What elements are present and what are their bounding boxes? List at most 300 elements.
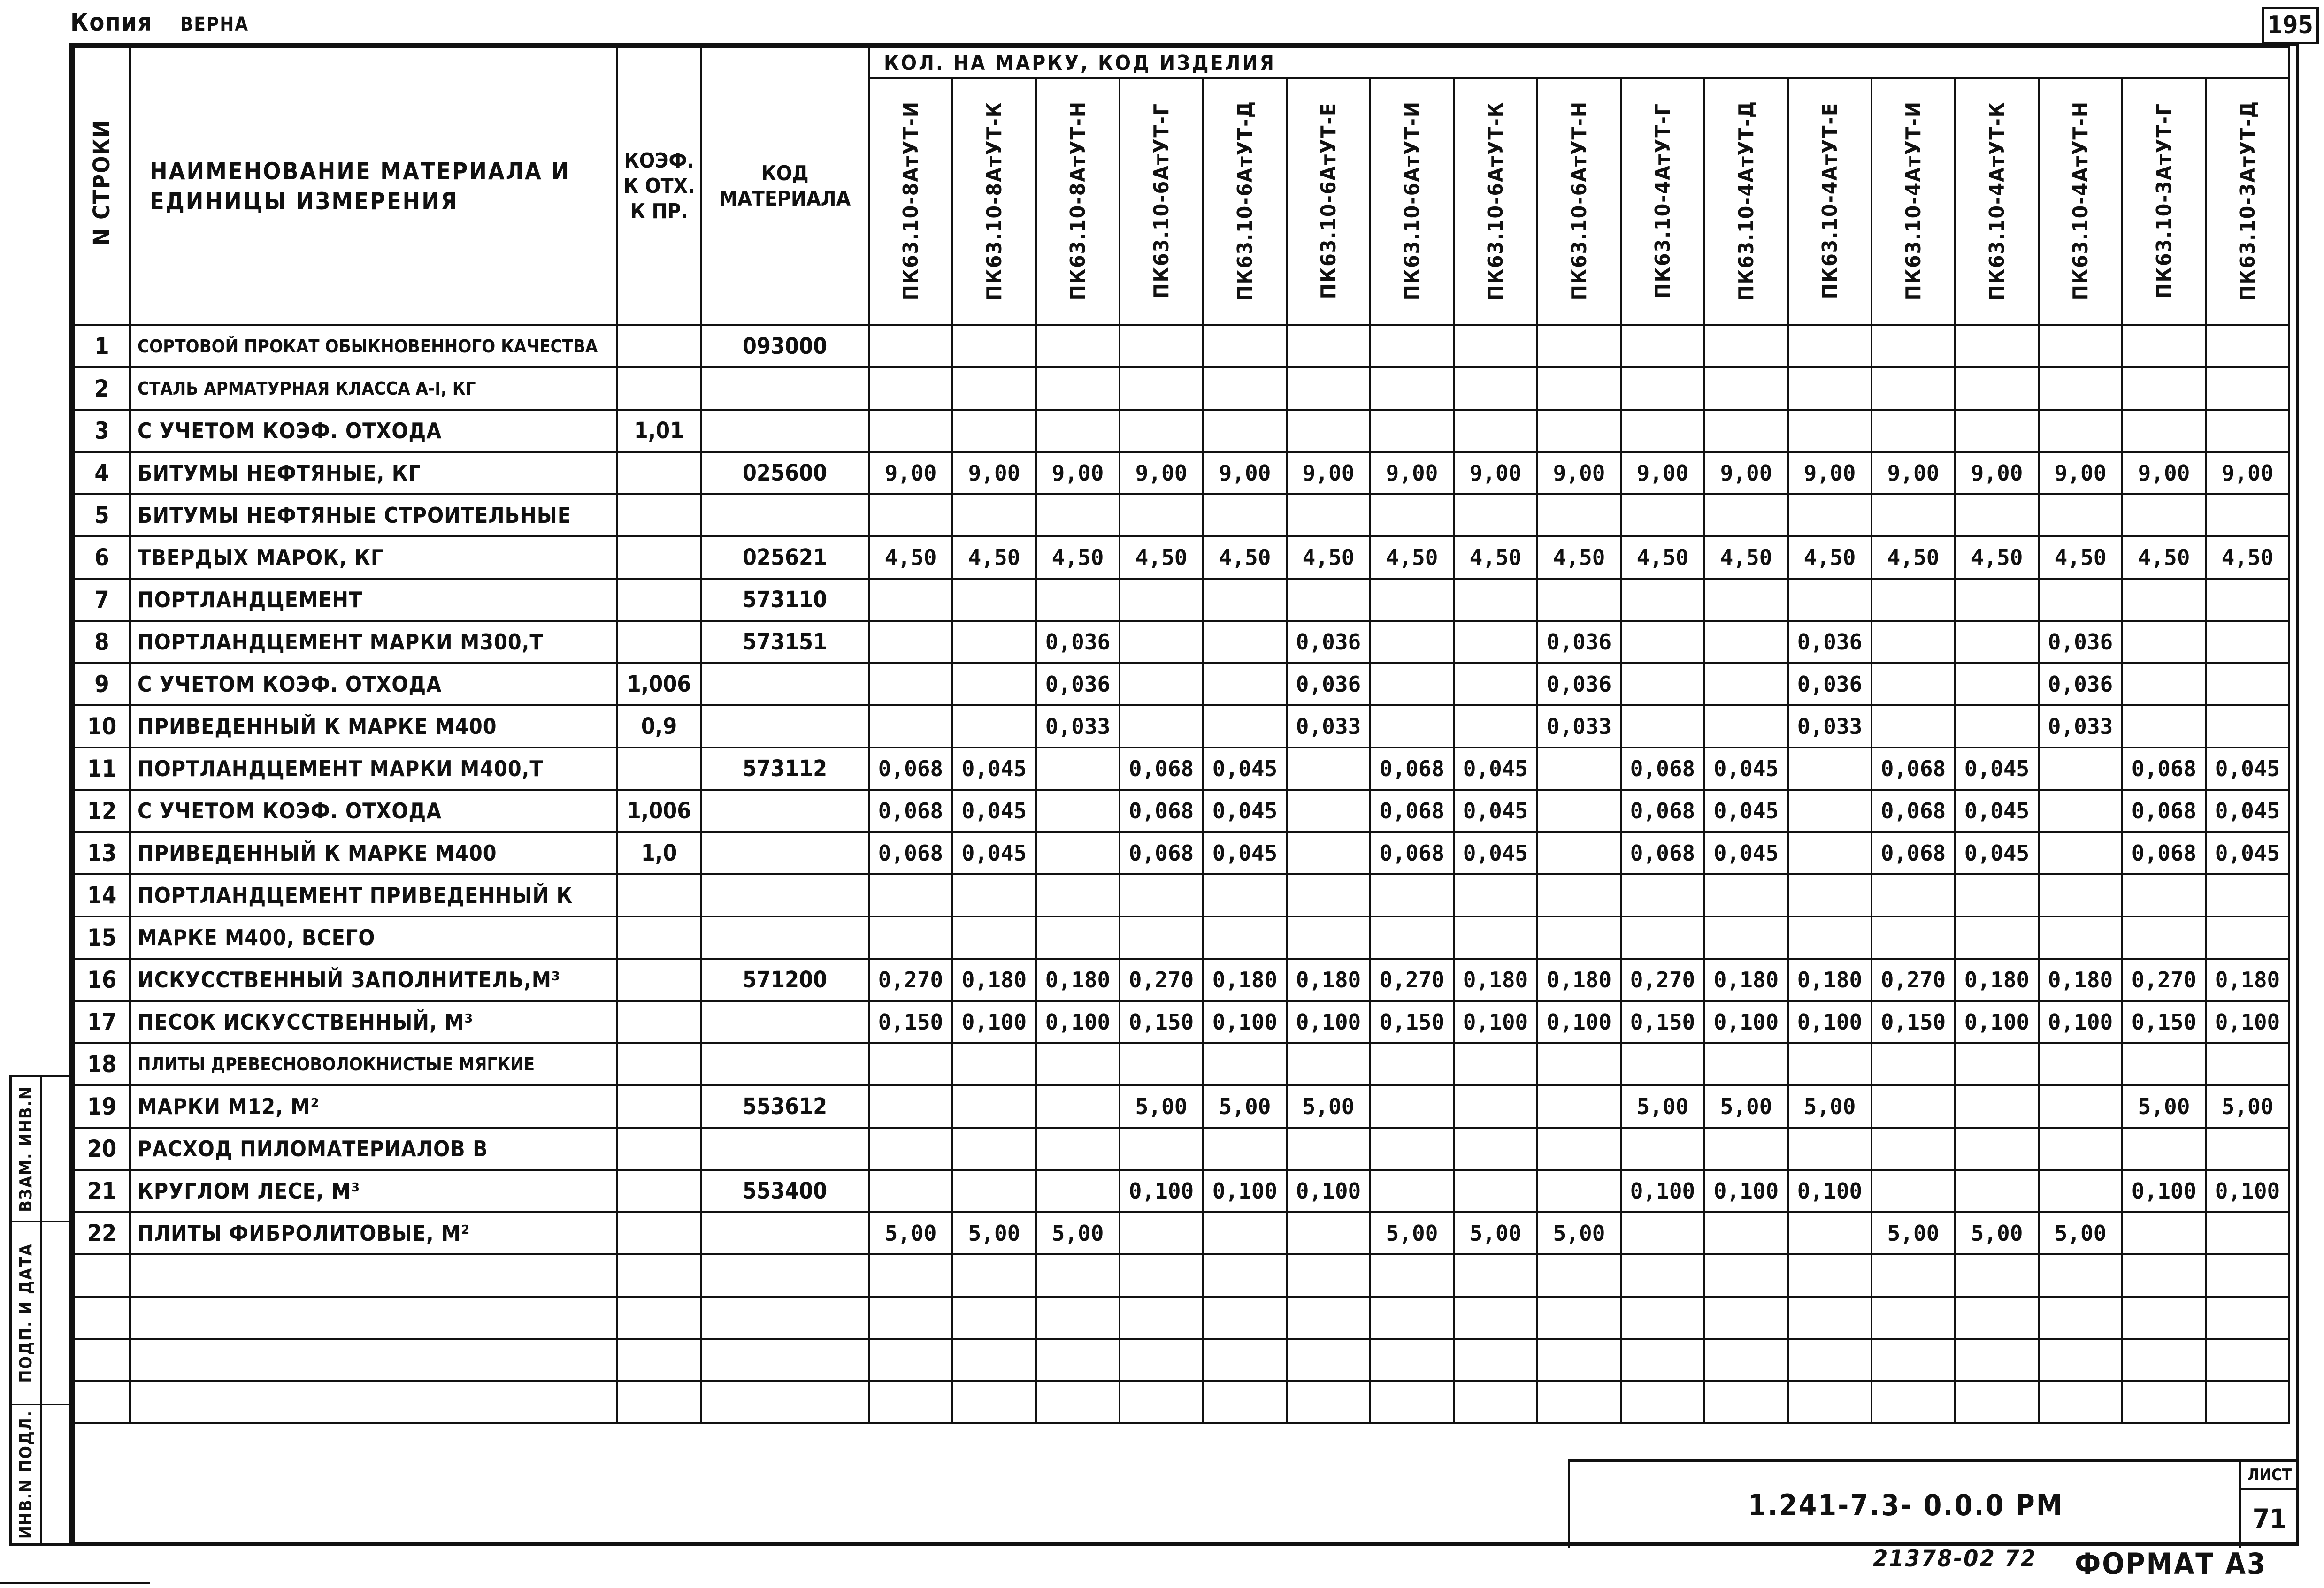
blank-cell: [1955, 1254, 2039, 1297]
quantity-cell: 0,100: [2122, 1170, 2206, 1212]
material-code-cell: 573110: [701, 579, 869, 621]
blank-row: [74, 1254, 2289, 1297]
quantity-cell: 0,100: [2039, 1001, 2122, 1043]
blank-cell: [1287, 1339, 1370, 1381]
quantity-cell: [1704, 663, 1788, 705]
blank-cell: [952, 1254, 1036, 1297]
quantity-cell: [1788, 579, 1871, 621]
quantity-cell: 0,033: [1537, 705, 1621, 748]
quantity-cell: [2039, 1128, 2122, 1170]
quantity-cell: [869, 916, 952, 959]
quantity-cell: 0,270: [1120, 959, 1203, 1001]
row-number-cell: 19: [74, 1085, 130, 1128]
material-code-cell: [701, 367, 869, 410]
sheet-number: 71: [2252, 1503, 2287, 1535]
material-code-header: КОД МАТЕРИАЛА: [701, 47, 869, 325]
quantity-cell: 0,270: [2122, 959, 2206, 1001]
quantity-cell: [869, 367, 952, 410]
material-name-cell: СОРТОВОЙ ПРОКАТ ОБЫКНОВЕННОГО КАЧЕСТВА: [130, 325, 617, 367]
product-code-header: [2039, 78, 2122, 325]
blank-cell: [1203, 1254, 1287, 1297]
quantity-cell: [1203, 663, 1287, 705]
row-number-cell: 4: [74, 452, 130, 494]
quantity-cell: 5,00: [869, 1212, 952, 1254]
quantity-cell: 0,100: [1036, 1001, 1120, 1043]
material-rows: [74, 325, 2289, 1423]
material-code-cell: [701, 410, 869, 452]
quantity-cell: 0,180: [2206, 959, 2289, 1001]
quantity-cell: [869, 705, 952, 748]
quantity-cell: 0,180: [952, 959, 1036, 1001]
table-row: [74, 494, 2289, 536]
material-name-cell: ПРИВЕДЕННЫЙ К МАРКЕ М400: [130, 832, 617, 874]
quantity-cell: [2122, 916, 2206, 959]
product-code-header: [1955, 78, 2039, 325]
quantity-cell: 0,100: [1203, 1170, 1287, 1212]
quantity-cell: [1537, 1128, 1621, 1170]
quantity-cell: 5,00: [952, 1212, 1036, 1254]
quantity-cell: [1370, 1085, 1454, 1128]
coefficient-cell: [617, 494, 701, 536]
product-code-header: [1704, 78, 1788, 325]
quantity-cell: 0,270: [1871, 959, 1955, 1001]
quantity-cell: [1036, 1128, 1120, 1170]
blank-cell: [701, 1254, 869, 1297]
material-code-cell: [701, 874, 869, 916]
quantity-cell: [1955, 705, 2039, 748]
quantity-cell: [1871, 1085, 1955, 1128]
coefficient-cell: [617, 916, 701, 959]
row-number-cell: 15: [74, 916, 130, 959]
table-row: [74, 1043, 2289, 1085]
quantity-cell: [2039, 832, 2122, 874]
quantity-cell: [1287, 1043, 1370, 1085]
quantity-cell: 0,100: [1203, 1001, 1287, 1043]
quantity-cell: [1788, 748, 1871, 790]
product-code-header: [1871, 78, 1955, 325]
quantity-cell: [1454, 367, 1537, 410]
material-code-cell: [701, 916, 869, 959]
blank-cell: [701, 1297, 869, 1339]
quantity-cell: 0,068: [1120, 748, 1203, 790]
quantity-cell: 0,100: [1788, 1001, 1871, 1043]
quantity-cell: 4,50: [1621, 536, 1704, 579]
sheet-number-box: [2239, 1459, 2298, 1548]
quantity-cell: 0,068: [1120, 832, 1203, 874]
quantity-cell: 0,180: [1537, 959, 1621, 1001]
quantity-cell: 0,100: [1287, 1001, 1370, 1043]
quantity-cell: [1287, 494, 1370, 536]
table-row: [74, 790, 2289, 832]
quantity-cell: [1955, 494, 2039, 536]
quantity-cell: [1871, 325, 1955, 367]
blank-cell: [952, 1381, 1036, 1423]
quantity-cell: [1621, 663, 1704, 705]
quantity-cell: [1704, 579, 1788, 621]
quantity-cell: 0,100: [1704, 1170, 1788, 1212]
quantity-cell: [1621, 1128, 1704, 1170]
quantity-cell: 0,270: [869, 959, 952, 1001]
product-code-header: [1788, 78, 1871, 325]
blank-cell: [2206, 1339, 2289, 1381]
quantity-cell: [1621, 705, 1704, 748]
side-cell-sign-date: [12, 1222, 40, 1405]
quantity-cell: [2122, 325, 2206, 367]
blank-cell: [2122, 1339, 2206, 1381]
blank-cell: [1788, 1254, 1871, 1297]
row-number-cell: 3: [74, 410, 130, 452]
quantity-cell: 5,00: [1704, 1085, 1788, 1128]
blank-cell: [869, 1381, 952, 1423]
quantity-cell: [1955, 1170, 2039, 1212]
quantity-cell: [1287, 790, 1370, 832]
table-row: [74, 832, 2289, 874]
quantity-cell: 0,150: [1370, 1001, 1454, 1043]
quantity-cell: [1287, 1128, 1370, 1170]
blank-cell: [701, 1339, 869, 1381]
quantity-cell: [1203, 410, 1287, 452]
material-code-cell: 025600: [701, 452, 869, 494]
row-number-header-text: N СТРОКИ: [89, 120, 115, 246]
quantity-cell: [869, 1170, 952, 1212]
quantity-cell: [1120, 1128, 1203, 1170]
quantity-cell: 0,045: [1454, 748, 1537, 790]
quantity-cell: [1704, 1128, 1788, 1170]
blank-row: [74, 1381, 2289, 1423]
blank-cell: [617, 1381, 701, 1423]
quantity-cell: 0,100: [952, 1001, 1036, 1043]
quantity-cell: [1537, 916, 1621, 959]
quantity-cell: [2122, 705, 2206, 748]
row-number-cell: 20: [74, 1128, 130, 1170]
quantity-cell: [1454, 1085, 1537, 1128]
material-code-cell: [701, 1212, 869, 1254]
quantity-cell: [1454, 663, 1537, 705]
table-row: [74, 663, 2289, 705]
blank-cell: [2122, 1381, 2206, 1423]
quantity-cell: 9,00: [1955, 452, 2039, 494]
quantity-cell: 0,036: [1788, 621, 1871, 663]
row-number-header: [74, 47, 130, 325]
material-code-cell: 553400: [701, 1170, 869, 1212]
quantity-cell: 0,270: [1370, 959, 1454, 1001]
blank-cell: [2039, 1297, 2122, 1339]
quantity-cell: [869, 874, 952, 916]
quantity-cell: 0,100: [2206, 1001, 2289, 1043]
quantity-cell: [2206, 916, 2289, 959]
quantity-cell: 0,068: [1621, 748, 1704, 790]
quantity-cell: [1370, 663, 1454, 705]
product-code-header: [1537, 78, 1621, 325]
product-group-header: КОЛ. НА МАРКУ, КОД ИЗДЕЛИЯ: [869, 47, 2289, 78]
product-code-header: [869, 78, 952, 325]
row-number-cell: 16: [74, 959, 130, 1001]
quantity-cell: [1788, 367, 1871, 410]
quantity-cell: [1036, 874, 1120, 916]
quantity-cell: [869, 1085, 952, 1128]
quantity-cell: 0,045: [2206, 832, 2289, 874]
quantity-cell: [1621, 325, 1704, 367]
quantity-cell: 0,045: [2206, 790, 2289, 832]
blank-cell: [1120, 1297, 1203, 1339]
quantity-cell: [952, 1085, 1036, 1128]
quantity-cell: 0,036: [1036, 663, 1120, 705]
quantity-cell: 0,100: [1537, 1001, 1621, 1043]
quantity-cell: 0,045: [1203, 748, 1287, 790]
quantity-cell: 5,00: [1454, 1212, 1537, 1254]
quantity-cell: 0,068: [1370, 790, 1454, 832]
side-cell-inv-orig: [12, 1405, 40, 1543]
coefficient-cell: 0,9: [617, 705, 701, 748]
quantity-cell: 0,045: [1203, 832, 1287, 874]
blank-cell: [1454, 1381, 1537, 1423]
blank-cell: [130, 1339, 617, 1381]
product-code-label: ПК63.10-4АтУТ-Н: [2068, 101, 2093, 301]
quantity-cell: [2206, 410, 2289, 452]
table-row: [74, 1085, 2289, 1128]
material-code-cell: 553612: [701, 1085, 869, 1128]
blank-cell: [1203, 1381, 1287, 1423]
quantity-cell: [2039, 916, 2122, 959]
quantity-cell: [2122, 1212, 2206, 1254]
quantity-cell: [2206, 663, 2289, 705]
quantity-cell: [1370, 1170, 1454, 1212]
blank-cell: [2039, 1381, 2122, 1423]
quantity-cell: 4,50: [2039, 536, 2122, 579]
quantity-cell: 0,045: [2206, 748, 2289, 790]
quantity-cell: [1120, 663, 1203, 705]
quantity-cell: [1203, 916, 1287, 959]
quantity-cell: [2039, 748, 2122, 790]
margin-mark: [0, 1582, 150, 1584]
blank-cell: [1370, 1297, 1454, 1339]
material-name-cell: ПЛИТЫ ФИБРОЛИТОВЫЕ, М²: [130, 1212, 617, 1254]
quantity-cell: 0,045: [1704, 832, 1788, 874]
quantity-cell: [1203, 579, 1287, 621]
blank-cell: [869, 1297, 952, 1339]
quantity-cell: 0,270: [1621, 959, 1704, 1001]
blank-cell: [1036, 1254, 1120, 1297]
quantity-cell: [1120, 874, 1203, 916]
quantity-cell: [1287, 1212, 1370, 1254]
side-signature-strip: [9, 1075, 75, 1546]
blank-row: [74, 1297, 2289, 1339]
quantity-cell: [1370, 367, 1454, 410]
product-code-header: [1370, 78, 1454, 325]
coefficient-cell: [617, 1001, 701, 1043]
quantity-cell: [1704, 494, 1788, 536]
quantity-cell: [1955, 325, 2039, 367]
quantity-cell: [1203, 494, 1287, 536]
blank-cell: [2206, 1297, 2289, 1339]
blank-cell: [1621, 1297, 1704, 1339]
product-code-label: ПК63.10-6АтУТ-Д: [1233, 100, 1257, 301]
quantity-cell: 0,068: [869, 790, 952, 832]
material-code-cell: 093000: [701, 325, 869, 367]
quantity-cell: [1621, 1043, 1704, 1085]
quantity-cell: 4,50: [1788, 536, 1871, 579]
quantity-cell: [952, 705, 1036, 748]
quantity-cell: 0,100: [1120, 1170, 1203, 1212]
quantity-cell: [952, 367, 1036, 410]
sheet-label: ЛИСТ: [2241, 1462, 2298, 1490]
quantity-cell: [1871, 1170, 1955, 1212]
material-name-cell: СТАЛЬ АРМАТУРНАЯ КЛАССА А-I, КГ: [130, 367, 617, 410]
quantity-cell: [2122, 410, 2206, 452]
material-name-cell: ТВЕРДЫХ МАРОК, КГ: [130, 536, 617, 579]
table-row: [74, 579, 2289, 621]
material-code-cell: [701, 494, 869, 536]
quantity-cell: 4,50: [1036, 536, 1120, 579]
blank-cell: [2039, 1254, 2122, 1297]
quantity-cell: 0,068: [869, 832, 952, 874]
material-name-cell: КРУГЛОМ ЛЕСЕ, М³: [130, 1170, 617, 1212]
quantity-cell: [952, 325, 1036, 367]
quantity-cell: [2039, 1043, 2122, 1085]
quantity-cell: [2206, 1128, 2289, 1170]
header-row-1: [74, 47, 2289, 78]
quantity-cell: 5,00: [1120, 1085, 1203, 1128]
coefficient-cell: [617, 959, 701, 1001]
quantity-cell: 4,50: [1370, 536, 1454, 579]
quantity-cell: 0,150: [869, 1001, 952, 1043]
blank-cell: [1621, 1381, 1704, 1423]
blank-cell: [2039, 1339, 2122, 1381]
product-code-header: [1120, 78, 1203, 325]
product-code-header: [1036, 78, 1120, 325]
quantity-cell: [1370, 1128, 1454, 1170]
quantity-cell: 4,50: [869, 536, 952, 579]
material-name-cell: РАСХОД ПИЛОМАТЕРИАЛОВ В: [130, 1128, 617, 1170]
product-code-label: ПК63.10-4АтУТ-И: [1901, 101, 1925, 301]
quantity-cell: [1788, 1128, 1871, 1170]
side-value-inv-orig: [42, 1405, 72, 1543]
quantity-cell: 0,180: [1788, 959, 1871, 1001]
quantity-cell: [2206, 1212, 2289, 1254]
row-number-cell: 8: [74, 621, 130, 663]
blank-cell: [1704, 1297, 1788, 1339]
quantity-cell: [2039, 1170, 2122, 1212]
material-name-cell: ПОРТЛАНДЦЕМЕНТ: [130, 579, 617, 621]
quantity-cell: [869, 494, 952, 536]
quantity-cell: [1036, 790, 1120, 832]
quantity-cell: [1871, 494, 1955, 536]
quantity-cell: 0,036: [2039, 663, 2122, 705]
table-row: [74, 874, 2289, 916]
blank-cell: [1871, 1381, 1955, 1423]
quantity-cell: [2039, 367, 2122, 410]
quantity-cell: [1788, 325, 1871, 367]
material-name-cell: МАРКИ М12, М²: [130, 1085, 617, 1128]
copy-note: [70, 8, 249, 37]
quantity-cell: [1537, 1170, 1621, 1212]
quantity-cell: 0,100: [1287, 1170, 1370, 1212]
quantity-cell: 4,50: [1704, 536, 1788, 579]
quantity-cell: 0,150: [1871, 1001, 1955, 1043]
material-name-cell: БИТУМЫ НЕФТЯНЫЕ СТРОИТЕЛЬНЫЕ: [130, 494, 617, 536]
quantity-cell: 9,00: [1120, 452, 1203, 494]
quantity-cell: 9,00: [1704, 452, 1788, 494]
quantity-cell: [1454, 579, 1537, 621]
product-code-header: [1454, 78, 1537, 325]
quantity-cell: 0,036: [1788, 663, 1871, 705]
blank-cell: [1788, 1381, 1871, 1423]
quantity-cell: [1704, 325, 1788, 367]
row-number-cell: 18: [74, 1043, 130, 1085]
quantity-cell: 0,100: [1788, 1170, 1871, 1212]
quantity-cell: [1454, 410, 1537, 452]
quantity-cell: [1621, 410, 1704, 452]
quantity-cell: 0,036: [1036, 621, 1120, 663]
blank-cell: [1955, 1297, 2039, 1339]
material-name-cell: С УЧЕТОМ КОЭФ. ОТХОДА: [130, 790, 617, 832]
quantity-cell: [1704, 874, 1788, 916]
quantity-cell: 0,045: [1955, 832, 2039, 874]
blank-cell: [1537, 1381, 1621, 1423]
quantity-cell: [1621, 1212, 1704, 1254]
blank-cell: [1704, 1381, 1788, 1423]
quantity-cell: [1203, 874, 1287, 916]
quantity-cell: [1537, 1043, 1621, 1085]
quantity-cell: 0,068: [1621, 790, 1704, 832]
quantity-cell: [1370, 325, 1454, 367]
sign-date-label: ПОДП. И ДАТА: [16, 1243, 36, 1383]
blank-cell: [1871, 1297, 1955, 1339]
quantity-cell: [1454, 874, 1537, 916]
material-code-cell: 573112: [701, 748, 869, 790]
product-code-header: [1621, 78, 1704, 325]
row-number-cell: 5: [74, 494, 130, 536]
table-row: [74, 748, 2289, 790]
blank-row: [74, 1339, 2289, 1381]
quantity-cell: 0,150: [1120, 1001, 1203, 1043]
quantity-cell: [1704, 705, 1788, 748]
quantity-cell: [1621, 874, 1704, 916]
coefficient-cell: [617, 1170, 701, 1212]
quantity-cell: [1871, 874, 1955, 916]
quantity-cell: [1120, 367, 1203, 410]
quantity-cell: 9,00: [869, 452, 952, 494]
quantity-cell: [1871, 579, 1955, 621]
quantity-cell: [2206, 1043, 2289, 1085]
quantity-cell: 0,036: [1537, 663, 1621, 705]
quantity-cell: [2039, 1085, 2122, 1128]
product-code-label: ПК63.10-4АтУТ-Е: [1818, 102, 1842, 299]
quantity-cell: 0,045: [1704, 748, 1788, 790]
material-spec-table: [73, 46, 2290, 1424]
row-number-cell: 10: [74, 705, 130, 748]
side-value-column: [42, 1077, 72, 1543]
quantity-cell: [1036, 832, 1120, 874]
quantity-cell: [1120, 1212, 1203, 1254]
quantity-cell: [1537, 874, 1621, 916]
quantity-cell: [952, 1128, 1036, 1170]
quantity-cell: [1621, 621, 1704, 663]
quantity-cell: 9,00: [1036, 452, 1120, 494]
table-row: [74, 959, 2289, 1001]
quantity-cell: [1788, 790, 1871, 832]
blank-cell: [1370, 1381, 1454, 1423]
quantity-cell: [869, 410, 952, 452]
quantity-cell: [1287, 579, 1370, 621]
coefficient-cell: [617, 621, 701, 663]
quantity-cell: [1871, 410, 1955, 452]
quantity-cell: [1955, 916, 2039, 959]
blank-cell: [617, 1254, 701, 1297]
quantity-cell: [1287, 410, 1370, 452]
quantity-cell: [1955, 367, 2039, 410]
quantity-cell: [1120, 410, 1203, 452]
